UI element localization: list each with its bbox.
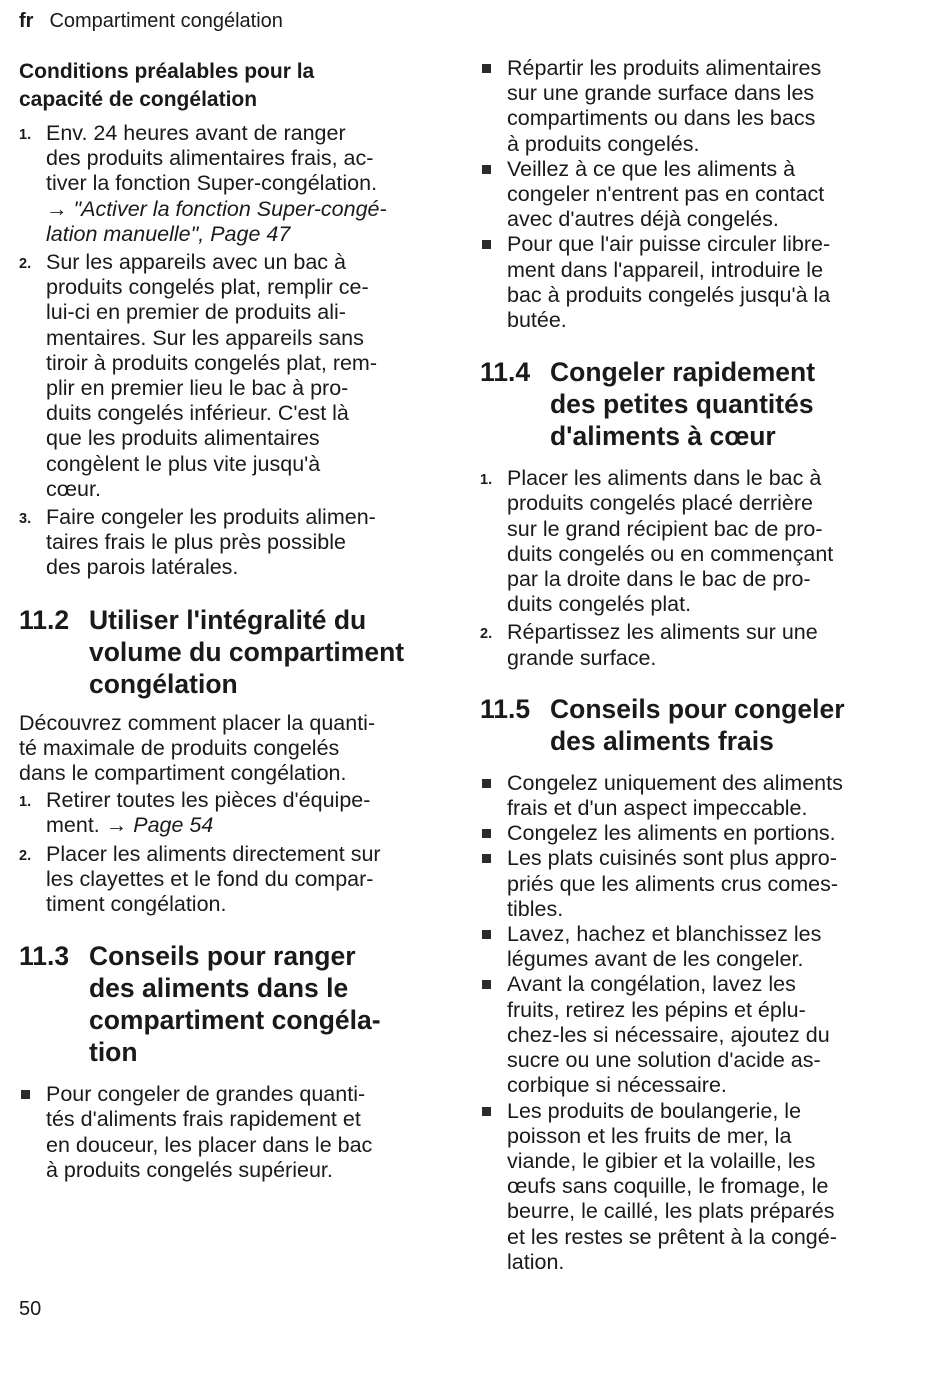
bullet-square-icon [482,980,491,989]
bullet-square-icon [482,779,491,788]
header-title: Compartiment congélation [49,10,283,32]
cross-reference-link[interactable]: → "Activer la fonction Super-congé- [46,196,387,221]
section-11-2-step-2: 2. Placer les aliments directement sur les clayettes et le fond du compar- timent congélation. [19,841,381,917]
bullet-square-icon [482,1107,491,1116]
left-column [19,58,439,1183]
right-column [480,56,900,1275]
prereq-steps [19,121,439,581]
section-11-4-step-2: 2. Répartissez les aliments sur une grande surface. [480,620,818,670]
list-item: Congelez uniquement des aliments frais et d'un aspect impeccable. [480,771,900,821]
section-11-4-step-1: 1. Placer les aliments dans le bac à produits congelés placé derrière sur le grand récipient bac de pro- duits congelés ou en commençant par la droite dans le bac de pro- duits congelés plat. [480,466,834,617]
bullet-square-icon [482,930,491,939]
list-item: Pour congeler de grandes quanti- tés d'aliments frais rapidement et en douceur, les placer dans le bac à produits congelés supérieur. [19,1082,439,1183]
list-item: Lavez, hachez et blanchissez les légumes avant de les congeler. [480,922,900,972]
prereq-step-3: 3. Faire congeler les produits alimen- taires frais le plus près possible des parois latérales. [19,505,376,580]
section-heading-11-5: 11.5 Conseils pour congeler des aliments frais [480,693,845,756]
prereq-step-2: 2. Sur les appareils avec un bac à produits congelés plat, remplir ce- lui-ci en premier de produits ali- mentaires. Sur les appareils sans tiroir à produits congelés plat, rem- plir en premier lieu le bac à pro- duits congelés inférieur. C'est là que les produits alimentaires congèlent le plus vite jusqu'à cœur. [19,250,378,501]
top-bullets [480,56,900,333]
bullet-square-icon [482,64,491,73]
running-header [19,8,283,34]
list-item: Répartir les produits alimentaires sur une grande surface dans les compartiments ou dans les bacs à produits congelés. [480,56,900,157]
prereq-step-1: 1. Env. 24 heures avant de ranger des produits alimentaires frais, ac- tiver la fonction Super-congélation. → "Activer la fonction Super-congé- lation manuelle", Page 47 [19,121,439,247]
list-item: Les plats cuisinés sont plus appro- priés que les aliments crus comes- tibles. [480,846,900,922]
list-item: Les produits de boulangerie, le poisson et les fruits de mer, la viande, le gibier et la volaille, les œufs sans coquille, le fromage, le beurre, le caillé, les plats préparés et les restes se prêtent à la congé- lation. [480,1099,900,1275]
list-item: Congelez les aliments en portions. [480,821,900,846]
prereq-heading: Conditions préalables pour la capacité de congélation [19,60,315,111]
bullet-square-icon [482,854,491,863]
section-heading-11-3: 11.3 Conseils pour ranger des aliments dans le compartiment congéla- tion [19,941,381,1068]
cross-reference-link-cont[interactable]: lation manuelle", Page 47 [46,221,291,246]
page-reference-link[interactable]: → Page 54 [105,813,214,838]
bullet-square-icon [482,240,491,249]
section-11-2-steps [19,788,439,917]
list-item: Veillez à ce que les aliments à congeler n'entrent pas en contact avec d'autres déjà congelés. [480,157,900,233]
list-item: Avant la congélation, lavez les fruits, retirez les pépins et éplu- chez-les si nécessaire, ajoutez du sucre ou une solution d'acide as- corbique si nécessaire. [480,972,900,1098]
section-heading-11-4: 11.4 Congeler rapidement des petites quantités d'aliments à cœur [480,357,816,452]
section-11-4-steps [480,466,900,671]
page-number: 50 [19,1298,42,1320]
language-code: fr [19,10,34,32]
bullet-square-icon [21,1090,30,1099]
section-heading-11-2: 11.2 Utiliser l'intégralité du volume du compartiment congélation [19,604,405,699]
list-item: Pour que l'air puisse circuler libre- ment dans l'appareil, introduire le bac à produits congelés jusqu'à la butée. [480,232,900,333]
section-11-3-bullets [19,1082,439,1183]
section-11-2-step-1: 1. Retirer toutes les pièces d'équipe- ment. → Page 54 [19,788,371,838]
section-11-2-intro: Découvrez comment placer la quanti- té maximale de produits congelés dans le compartiment congélation. [19,710,376,786]
bullet-square-icon [482,829,491,838]
bullet-square-icon [482,165,491,174]
section-11-5-bullets [480,771,900,1275]
